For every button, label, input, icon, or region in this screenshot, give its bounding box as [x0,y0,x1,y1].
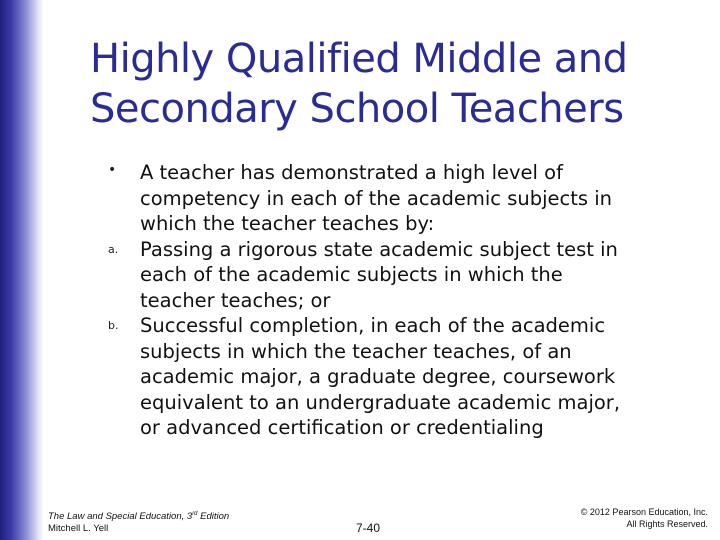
rights-line: All Rights Reserved. [626,519,708,529]
author: Mitchell L. Yell [48,523,109,535]
list-text-line: Successful completion, in each of the academic [140,314,606,337]
letter-marker: a. [108,242,119,256]
title-line: Highly Qualified Middle and [90,36,628,82]
edition-superscript: rd [192,511,198,517]
list-item [108,160,668,237]
footer-citation [48,508,229,535]
list-text-line: Passing a rigorous state academic subject test in [140,237,618,261]
book-title-text: The Law and Special Education, 3 [48,511,193,523]
side-gradient-bar [0,0,44,540]
list-item [108,313,668,441]
book-title [48,508,229,523]
letter-marker: b. [108,319,119,332]
body-list [108,160,668,441]
copyright-notice [581,506,708,530]
list-text-line: each of the academic subjects in which the [140,263,563,286]
list-text-line: competency in each of the academic subjects in [140,186,613,210]
edition-word: Edition [197,511,230,523]
bullet-marker: • [108,162,117,178]
list-text-line: or advanced certification or credentialing [140,416,544,439]
list-text-line: academic major, a graduate degree, coursework [140,365,616,388]
title-line: Secondary School Teachers [90,86,624,132]
copyright-line: © 2012 Pearson Education, Inc. [580,507,708,517]
list-text-line: teacher teaches; or [140,288,331,312]
slide-title [90,34,690,134]
page-number: 7-40 [356,521,381,535]
list-text-line: A teacher has demonstrated a high level of [140,161,563,184]
list-text-line: equivalent to an undergraduate academic major, [140,390,621,414]
list-item [108,237,668,314]
list-text-line: subjects in which the teacher teaches, of an [140,339,572,363]
list-text-line: which the teacher teaches by: [140,212,435,235]
